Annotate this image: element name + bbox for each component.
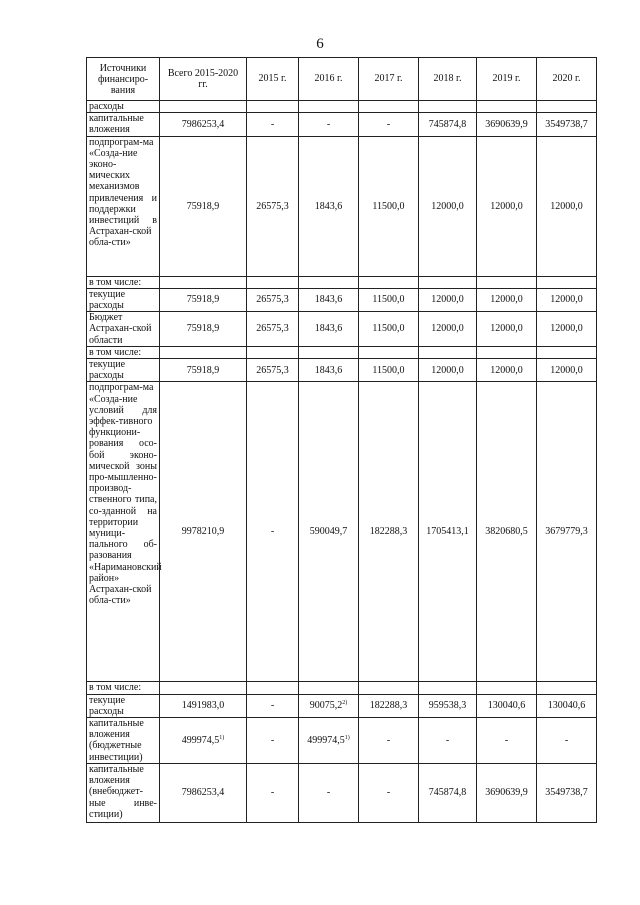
financing-table	[86, 57, 597, 823]
row-value: 3690639,9	[477, 764, 537, 823]
row-value: 26575,3	[247, 136, 299, 276]
header-2019: 2019 г.	[477, 58, 537, 101]
row-value: -	[247, 764, 299, 823]
row-value: 9978210,9	[160, 382, 247, 682]
row-value: -	[537, 718, 597, 764]
row-value: 26575,3	[247, 288, 299, 311]
row-value: 11500,0	[359, 288, 419, 311]
row-value	[160, 346, 247, 358]
row-value: 11500,0	[359, 359, 419, 382]
row-value: 499974,5$^{1)}$	[160, 718, 247, 764]
row-value: -	[359, 718, 419, 764]
row-source: текущие расходы	[87, 288, 160, 311]
row-value	[537, 101, 597, 113]
table-row	[87, 312, 597, 347]
row-value: 745874,8	[419, 764, 477, 823]
row-value: 11500,0	[359, 312, 419, 347]
row-value: -	[247, 113, 299, 136]
row-source: подпрограм-ма «Созда-ние условий для эффек-тивного функциони-рования осо-бой эконо-мической зоны про-мышленно-производ-ственного типа, со-зданной на территории муници-пального об-разования «Наримановский район» Астрахан-ской обла-сти»	[87, 382, 160, 682]
table-row	[87, 718, 597, 764]
row-value	[247, 101, 299, 113]
row-value: 26575,3	[247, 359, 299, 382]
row-value: -	[247, 718, 299, 764]
row-value: -	[299, 113, 359, 136]
row-value: 745874,8	[419, 113, 477, 136]
row-value	[359, 276, 419, 288]
table-row	[87, 346, 597, 358]
row-value: 75918,9	[160, 288, 247, 311]
row-value: 1843,6	[299, 288, 359, 311]
row-value: 75918,9	[160, 136, 247, 276]
header-2016: 2016 г.	[299, 58, 359, 101]
row-source: текущие расходы	[87, 694, 160, 717]
table-row	[87, 694, 597, 717]
row-value	[537, 682, 597, 694]
table-row	[87, 764, 597, 823]
row-value: -	[247, 382, 299, 682]
row-value	[359, 101, 419, 113]
table-row	[87, 136, 597, 276]
row-value	[299, 276, 359, 288]
row-value: 959538,3	[419, 694, 477, 717]
row-value	[299, 346, 359, 358]
row-value: -	[247, 694, 299, 717]
row-source: текущие расходы	[87, 359, 160, 382]
row-value: 7986253,4	[160, 113, 247, 136]
row-value: 26575,3	[247, 312, 299, 347]
row-source: расходы	[87, 101, 160, 113]
row-value: 12000,0	[477, 359, 537, 382]
header-2018: 2018 г.	[419, 58, 477, 101]
table-row	[87, 113, 597, 136]
table-row	[87, 682, 597, 694]
row-value	[477, 682, 537, 694]
footnote-mark: 1)	[219, 734, 225, 741]
row-value	[477, 101, 537, 113]
row-value: -	[419, 718, 477, 764]
row-value: -	[477, 718, 537, 764]
row-value	[477, 346, 537, 358]
row-value: 1491983,0	[160, 694, 247, 717]
row-value: 12000,0	[537, 359, 597, 382]
row-source: капитальные вложения (внебюджет-ные инве-стиции)	[87, 764, 160, 823]
row-value: 7986253,4	[160, 764, 247, 823]
table-row	[87, 101, 597, 113]
row-source: капитальные вложения	[87, 113, 160, 136]
row-source: в том числе:	[87, 682, 160, 694]
row-value	[160, 101, 247, 113]
row-value: 12000,0	[419, 359, 477, 382]
row-value: 3820680,5	[477, 382, 537, 682]
row-value	[160, 682, 247, 694]
row-value: 130040,6	[477, 694, 537, 717]
row-value	[299, 101, 359, 113]
row-value: -	[359, 113, 419, 136]
table-row	[87, 288, 597, 311]
table-row	[87, 359, 597, 382]
header-2020: 2020 г.	[537, 58, 597, 101]
header-2015: 2015 г.	[247, 58, 299, 101]
row-value: 12000,0	[419, 136, 477, 276]
row-value	[359, 346, 419, 358]
row-value: 3549738,7	[537, 764, 597, 823]
header-total: Всего 2015-2020 гг.	[160, 58, 247, 101]
row-value	[419, 346, 477, 358]
row-value	[419, 101, 477, 113]
row-value: 182288,3	[359, 694, 419, 717]
row-value: 12000,0	[537, 136, 597, 276]
row-value	[247, 346, 299, 358]
row-value: 499974,5$^{1)}$	[299, 718, 359, 764]
row-value	[537, 346, 597, 358]
table-body	[87, 101, 597, 823]
row-value	[359, 682, 419, 694]
row-value	[247, 682, 299, 694]
row-source: капитальные вложения (бюджетные инвестиции)	[87, 718, 160, 764]
row-source: в том числе:	[87, 276, 160, 288]
row-value	[477, 276, 537, 288]
row-value: 3549738,7	[537, 113, 597, 136]
row-value: 12000,0	[419, 312, 477, 347]
row-value: 590049,7	[299, 382, 359, 682]
footnote-mark: 1)	[344, 734, 350, 741]
row-source: Бюджет Астрахан-ской области	[87, 312, 160, 347]
row-value: 130040,6	[537, 694, 597, 717]
header-2017: 2017 г.	[359, 58, 419, 101]
row-value	[537, 276, 597, 288]
row-value: -	[359, 764, 419, 823]
header-sources: Источники финансиро-вания	[87, 58, 160, 101]
row-value: 1705413,1	[419, 382, 477, 682]
table-row	[87, 382, 597, 682]
table-header-row	[87, 58, 597, 101]
row-value: 12000,0	[477, 288, 537, 311]
footnote-mark: 2)	[342, 700, 348, 707]
row-value: 12000,0	[477, 136, 537, 276]
row-value	[160, 276, 247, 288]
row-value: 75918,9	[160, 312, 247, 347]
row-value: 1843,6	[299, 359, 359, 382]
row-value: 1843,6	[299, 136, 359, 276]
row-value: 75918,9	[160, 359, 247, 382]
row-source: в том числе:	[87, 346, 160, 358]
row-value	[247, 276, 299, 288]
row-value	[419, 682, 477, 694]
row-value: 12000,0	[537, 312, 597, 347]
row-value: 182288,3	[359, 382, 419, 682]
table-row	[87, 276, 597, 288]
row-value: 3690639,9	[477, 113, 537, 136]
row-value	[299, 682, 359, 694]
page-number: 6	[316, 36, 324, 52]
row-value: 1843,6	[299, 312, 359, 347]
row-value: 3679779,3	[537, 382, 597, 682]
row-value: 12000,0	[477, 312, 537, 347]
row-value: -	[299, 764, 359, 823]
row-source: подпрограм-ма «Созда-ние эконо-мических механизмов привлечения и поддержки инвестиций в Астрахан-ской обла-сти»	[87, 136, 160, 276]
row-value: 11500,0	[359, 136, 419, 276]
row-value	[419, 276, 477, 288]
row-value: 12000,0	[419, 288, 477, 311]
row-value: 90075,2$^{2)}$	[299, 694, 359, 717]
row-value: 12000,0	[537, 288, 597, 311]
